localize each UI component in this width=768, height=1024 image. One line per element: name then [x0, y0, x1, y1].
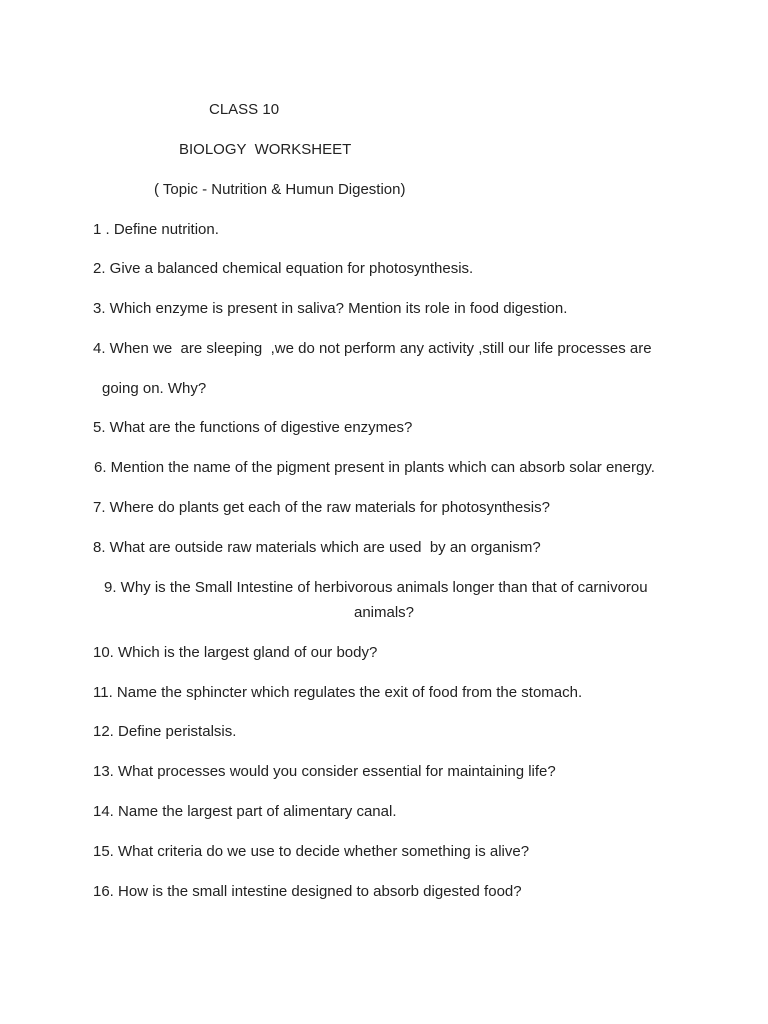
- question-10: 10. Which is the largest gland of our body?: [93, 644, 378, 661]
- question-7: 7. Where do plants get each of the raw materials for photosynthesis?: [93, 499, 550, 516]
- question-14: 14. Name the largest part of alimentary canal.: [93, 803, 397, 820]
- question-4: 4. When we are sleeping ,we do not perform any activity ,still our life processes are: [93, 340, 652, 357]
- question-9: 9. Why is the Small Intestine of herbivorous animals longer than that of carnivorou: [104, 579, 648, 596]
- question-15: 15. What criteria do we use to decide whether something is alive?: [93, 843, 530, 860]
- question-9-continuation: animals?: [353, 604, 415, 621]
- worksheet-title: BIOLOGY WORKSHEET: [179, 141, 352, 158]
- topic-line: ( Topic - Nutrition & Humun Digestion): [154, 181, 406, 198]
- question-2: 2. Give a balanced chemical equation for photosynthesis.: [93, 260, 474, 277]
- question-11: 11. Name the sphincter which regulates the exit of food from the stomach.: [93, 684, 583, 701]
- question-5: 5. What are the functions of digestive enzymes?: [93, 419, 413, 436]
- class-label: CLASS 10: [209, 101, 280, 118]
- question-12: 12. Define peristalsis.: [93, 723, 237, 740]
- question-8: 8. What are outside raw materials which are used by an organism?: [93, 539, 541, 556]
- question-16: 16. How is the small intestine designed to absorb digested food?: [93, 883, 522, 900]
- question-1: 1 . Define nutrition.: [93, 221, 219, 238]
- question-6: 6. Mention the name of the pigment present in plants which can absorb solar energy.: [94, 459, 655, 476]
- question-13: 13. What processes would you consider essential for maintaining life?: [93, 763, 556, 780]
- question-4-continuation: going on. Why?: [102, 380, 207, 397]
- question-3: 3. Which enzyme is present in saliva? Mention its role in food digestion.: [93, 300, 568, 317]
